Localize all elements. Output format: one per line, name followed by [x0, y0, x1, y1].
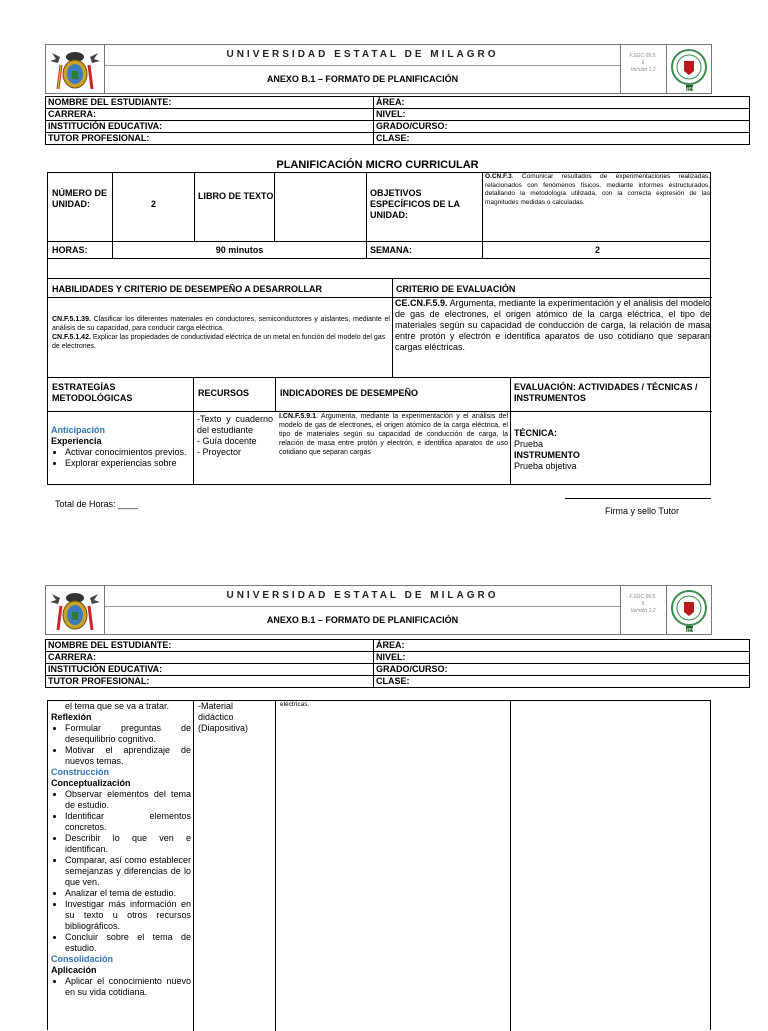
- objective-text: O.CN.F.3. Comunicar resultados de experimentaciones realizadas, relacionados con fenómenos físicos, mediante informes estructurados, detallando la metodología utilizada, con la correcta expresión de las magnitudes medidas o calculadas.: [482, 173, 712, 241]
- area-label: ÁREA:: [374, 97, 750, 109]
- unit-row: [47, 172, 711, 242]
- strategies-header: ESTRATEGÍAS METODOLÓGICAS: [52, 382, 133, 403]
- level-label: NIVEL:: [374, 652, 750, 664]
- institution-label: INSTITUCIÓN EDUCATIVA:: [46, 121, 374, 133]
- document-header: [45, 44, 712, 94]
- coat-of-arms-logo: [46, 586, 105, 634]
- svg-text:UNEMI: UNEMI: [680, 628, 698, 634]
- week-label: SEMANA:: [366, 242, 482, 258]
- university-seal: [666, 45, 712, 93]
- indicator-continued: eléctricas.: [275, 701, 510, 1031]
- hours-row: [47, 241, 711, 259]
- evaluation-header: EVALUACIÓN: ACTIVIDADES / TÉCNICAS / INSTRUMENTOS: [510, 378, 712, 484]
- objectives-label: OBJETIVOS ESPECÍFICOS DE LA UNIDAD:: [366, 173, 482, 241]
- signature-line: [565, 498, 711, 499]
- strategies-section: [47, 377, 711, 485]
- strategies-cell: Anticipación Experiencia • Activar conocimientos previos. • Explorar experiencias sobre: [51, 425, 191, 483]
- level-label: NIVEL:: [374, 109, 750, 121]
- week-value: 2: [482, 242, 712, 258]
- strategies-continued: el tema que se va a tratar. Reflexión • Formular preguntas de desequilibrio cognitivo. • Motivar el aprendizaje de nuevos temas. Construcción Conceptualización • Observar elementos del tema de estudio. • Identificar elementos concretos. • Describir lo que ven e identifican. • Comparar, así como establecer semejanzas y diferencias de lo que ven. • Analizar el tema de estudio. • Investigar más información en su texto u otros recursos bibliográficos. • Concluir sobre el tema de estudio. Consolidación Aplicación • Aplicar el conocimiento nuevo en su vida cotidiana.: [51, 701, 191, 998]
- annex-title: ANEXO B.1 – FORMATO DE PLANIFICACIÓN: [266, 74, 459, 84]
- resources-cell: -Texto y cuaderno del estudiante - Guía docente - Proyector: [197, 414, 273, 457]
- university-name: UNIVERSIDAD ESTATAL DE MILAGRO: [226, 49, 499, 60]
- criterion-text: CE.CN.F.5.9. Argumenta, mediante la experimentación y el análisis del modelo de gas de electrones, el origen atómico de la carga eléctrica, el tipo de materiales según su capacidad de conducción de carga, la relación de masa entre protón y electrón e identifica aparatos de uso cotidiano que separan cargas eléctricas.: [392, 297, 712, 377]
- evaluation-cell: TÉCNICA: Prueba INSTRUMENTO Prueba objetiva: [514, 428, 580, 471]
- info-table: [45, 96, 750, 145]
- institution-label: INSTITUCIÓN EDUCATIVA:: [46, 664, 374, 676]
- document-header-2: [45, 585, 712, 635]
- university-seal: [666, 586, 712, 634]
- evaluation-continued: [510, 701, 712, 1031]
- resources-continued: -Material didáctico (Diapositiva): [193, 701, 275, 1031]
- signature-label: Firma y sello Tutor: [605, 506, 680, 516]
- unit-number-label: NÚMERO DE UNIDAD:: [52, 188, 107, 209]
- planning-title: PLANIFICACIÓN MICRO CURRICULAR: [276, 159, 479, 171]
- class-label: CLASE:: [374, 676, 750, 688]
- student-label: NOMBRE DEL ESTUDIANTE:: [46, 97, 374, 109]
- info-table-2: [45, 639, 750, 688]
- coat-of-arms-logo: [46, 45, 105, 93]
- continuation-table: [47, 700, 711, 1030]
- document-code: F.SGC.09.5. 6 Versión 1.2: [629, 53, 657, 73]
- skills-section: [47, 278, 711, 378]
- svg-text:UNEMI: UNEMI: [680, 87, 698, 93]
- document-code: F.SGC.09.5. 6 Versión 1.2: [629, 594, 657, 614]
- career-label: CARRERA:: [46, 109, 374, 121]
- indicators-header: INDICADORES DE DESEMPEÑO: [275, 378, 510, 412]
- hours-value: 90 minutos: [112, 242, 366, 258]
- annex-title: ANEXO B.1 – FORMATO DE PLANIFICACIÓN: [266, 615, 459, 625]
- university-name: UNIVERSIDAD ESTATAL DE MILAGRO: [226, 590, 499, 601]
- student-label: NOMBRE DEL ESTUDIANTE:: [46, 640, 374, 652]
- hours-label: HORAS:: [52, 245, 88, 255]
- blank-row: [47, 258, 711, 279]
- skills-label: HABILIDADES Y CRITERIO DE DESEMPEÑO A DESARROLLAR: [52, 284, 323, 294]
- resources-header: RECURSOS: [193, 378, 275, 484]
- total-hours: Total de Horas: ____: [55, 499, 139, 509]
- indicator-cell: I.CN.F.5.9.1. Argumenta, mediante la experimentación y el análisis del modelo de gas de electrones, el origen atómico de la carga eléctrica, el tipo de materiales según su capacidad de conducción de carga, la relación de masa entre protón y electrón, e identifica aparatos de uso cotidiano que separan cargas: [279, 413, 508, 456]
- tutor-label: TUTOR PROFESIONAL:: [46, 676, 374, 688]
- grade-label: GRADO/CURSO:: [374, 664, 750, 676]
- skills-text: CN.F.5.1.39. Clasificar los diferentes materiales en conductores, semiconductores y aislantes, mediante el análisis de su capacidad, para conducir carga eléctrica. CN.F.5.1.42. Explicar las propiedades de conductividad eléctrica de un metal en función del modelo del gas de electrones.: [52, 316, 390, 350]
- career-label: CARRERA:: [46, 652, 374, 664]
- textbook-label: LIBRO DE TEXTO: [194, 173, 274, 241]
- area-label: ÁREA:: [374, 640, 750, 652]
- criterion-label: CRITERIO DE EVALUACIÓN: [392, 279, 712, 297]
- unit-number-value: 2: [112, 173, 194, 241]
- grade-label: GRADO/CURSO:: [374, 121, 750, 133]
- tutor-label: TUTOR PROFESIONAL:: [46, 133, 374, 145]
- class-label: CLASE:: [374, 133, 750, 145]
